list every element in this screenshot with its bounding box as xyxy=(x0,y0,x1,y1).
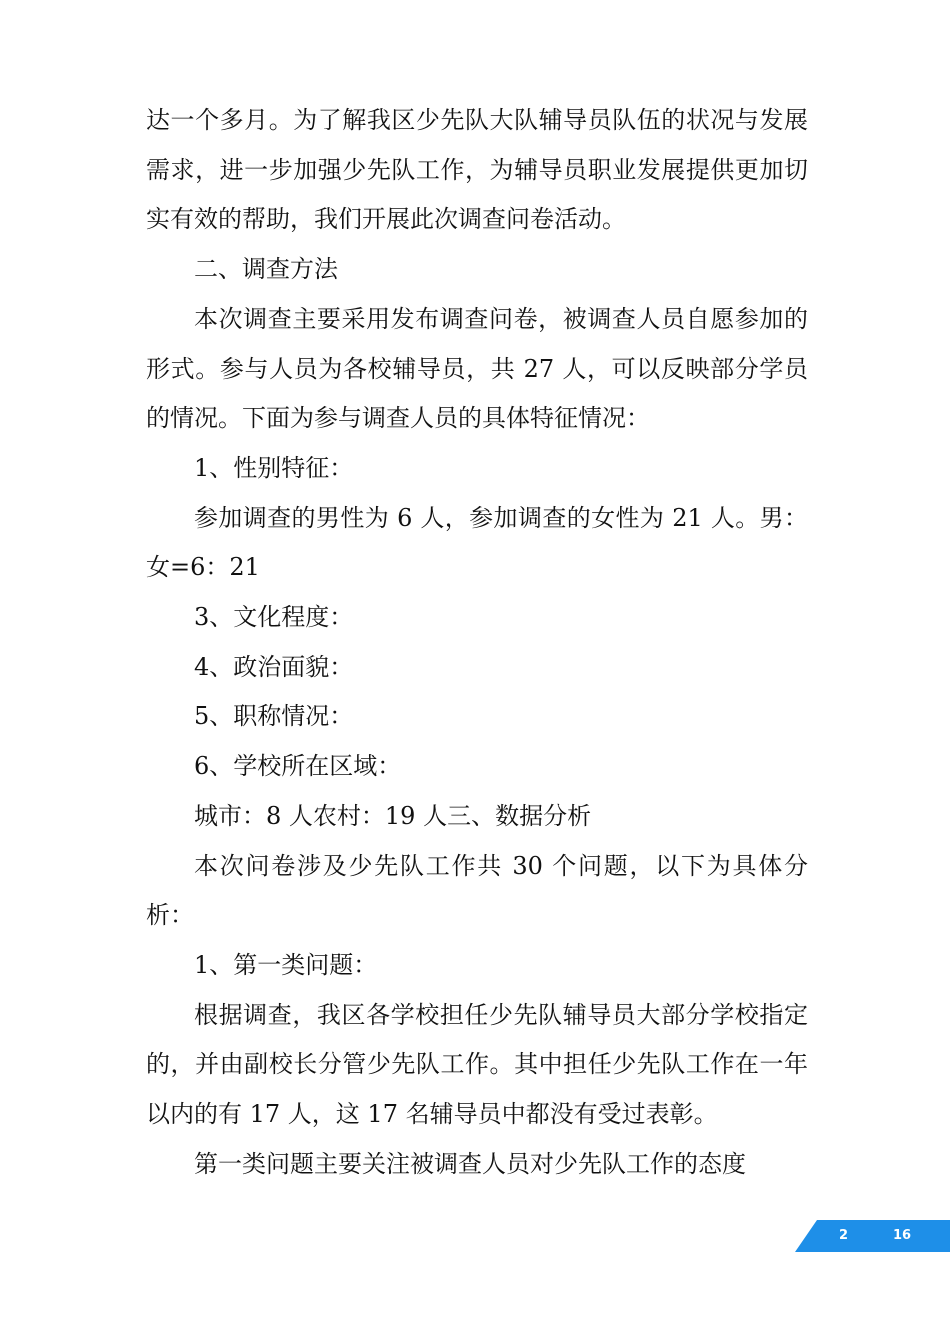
section-heading-survey-method: 二、调查方法 xyxy=(194,255,338,284)
document-body xyxy=(146,96,808,1189)
body-paragraph: 达一个多月。为了解我区少先队大队辅导员队伍的状况与发展需求，进一步加强少先队工作，为辅导员职业发展提供更加切实有效的帮助，我们开展此次调查问卷活动。 xyxy=(146,106,808,234)
list-item-school-region: 6、学校所在区域： xyxy=(194,752,402,781)
current-page-number: 2 xyxy=(839,1228,849,1243)
page-number-band-shape xyxy=(795,1220,950,1252)
list-item-gender: 1、性别特征： xyxy=(194,453,354,482)
page-number-band xyxy=(795,1220,950,1252)
body-paragraph: 第一类问题主要关注被调查人员对少先队工作的态度 xyxy=(194,1149,746,1178)
body-paragraph: 本次问卷涉及少先队工作共 30 个问题，以下为具体分析： xyxy=(146,851,808,930)
list-item-political-status: 4、政治面貌： xyxy=(194,652,354,681)
list-item-education: 3、文化程度： xyxy=(194,603,354,632)
body-paragraph: 参加调查的男性为 6 人，参加调查的女性为 21 人。男：女=6：21 xyxy=(146,503,808,582)
list-item-first-category: 1、第一类问题： xyxy=(194,950,378,979)
list-item-job-title: 5、职称情况： xyxy=(194,702,354,731)
body-paragraph: 本次调查主要采用发布调查问卷，被调查人员自愿参加的形式。参与人员为各校辅导员，共 27 人，可以反映部分学员的情况。下面为参与调查人员的具体特征情况： xyxy=(146,304,808,433)
body-paragraph: 城市：8 人农村：19 人三、数据分析 xyxy=(194,801,592,830)
total-page-count: 16 xyxy=(893,1228,912,1243)
body-paragraph: 根据调查，我区各学校担任少先队辅导员大部分学校指定的，并由副校长分管少先队工作。其中担任少先队工作在一年以内的有 17 人，这 17 名辅导员中都没有受过表彰。 xyxy=(146,1000,808,1129)
